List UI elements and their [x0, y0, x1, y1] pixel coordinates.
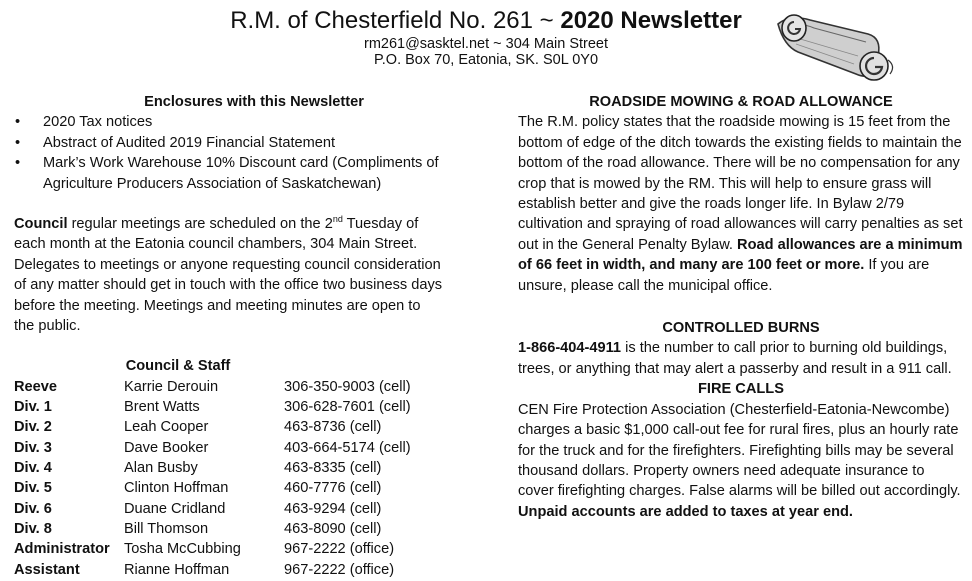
staff-name: Brent Watts: [124, 399, 200, 416]
enclosures-list: [14, 112, 494, 194]
burns-heading: CONTROLLED BURNS: [662, 320, 820, 337]
mowing-text-a: The R.M. policy states that the roadside mowing is 15 feet from the bottom of edge of the ditch towards the existing fields to maintain the bottom of the road allowance. There will be no compensation for any crop that is mowed by the RM. This will help to ensure grass will establish better and give the roads longer life. In Bylaw 2/79 cultivation and spraying of road allowances will carry penalties as set out in the General Penalty Bylaw.: [518, 114, 963, 253]
staff-phone: 403-664-5174 (cell): [284, 439, 411, 456]
staff-role: Reeve: [14, 378, 58, 395]
staff-role: Administrator: [14, 541, 110, 558]
staff-name: Clinton Hoffman: [124, 480, 229, 497]
bullet-icon: •: [15, 155, 21, 172]
table-row: [14, 438, 411, 458]
enclosure-item-text: 2020 Tax notices: [43, 114, 153, 131]
staff-role: Div. 6: [14, 500, 52, 517]
council-paragraph: [14, 214, 444, 336]
staff-role: Div. 2: [14, 419, 52, 436]
staff-phone: 306-350-9003 (cell): [284, 378, 411, 395]
scroll-logo-icon: [770, 10, 900, 82]
enclosures-heading: Enclosures with this Newsletter: [144, 94, 364, 110]
contact-line: rm261@sasktel.net ~ 304 Main Street: [363, 36, 609, 52]
right-column: [518, 92, 964, 522]
staff-role: Div. 8: [14, 520, 52, 537]
mowing-bold: Road allowances are a minimum of 66 feet in width, and many are 100 feet or more.: [518, 236, 963, 274]
table-row: [14, 377, 411, 397]
staff-name: Karrie Derouin: [124, 378, 219, 395]
mowing-paragraph: [518, 112, 964, 296]
table-row: [14, 478, 411, 498]
table-row: [14, 560, 411, 580]
staff-name: Bill Thomson: [124, 520, 209, 537]
staff-role: Div. 5: [14, 480, 52, 497]
address-line: P.O. Box 70, Eatonia, SK. S0L 0Y0: [373, 52, 599, 68]
table-row: [14, 539, 411, 559]
bullet-icon: •: [15, 134, 21, 151]
staff-role: Div. 4: [14, 460, 52, 477]
fire-bold: Unpaid accounts are added to taxes at year end.: [518, 503, 853, 520]
table-row: [14, 458, 411, 478]
list-item: [14, 133, 494, 153]
fire-text: CEN Fire Protection Association (Chesterfield-Eatonia-Newcombe) charges a basic $1,000 call-out fee for rural fires, plus an hourly rate for the truck and for the firefighters. Firefighting bills may be several thousand dollars. Property owners need adequate insurance to cover firefighting charges. False alarms will be billed out accordingly.: [518, 401, 961, 500]
council-text-b: Tuesday of each month at the Eatonia council chambers, 304 Main Street. Delegates to meetings or anyone requesting council consideration of any matter should get in touch with the office two business days before the meeting. Meetings and meeting minutes are open to the public.: [14, 216, 443, 335]
bullet-icon: •: [15, 114, 21, 131]
left-column: [14, 92, 494, 580]
staff-table: [14, 377, 411, 580]
staff-role: Assistant: [14, 561, 80, 578]
burns-paragraph: [518, 338, 964, 379]
list-item: [14, 112, 494, 132]
staff-phone: 967-2222 (office): [284, 561, 395, 578]
burns-text: is the number to call prior to burning old buildings, trees, or anything that may alert a passerby and result in a 911 call.: [518, 340, 952, 377]
table-row: [14, 417, 411, 437]
burns-phone: 1-866-404-4911: [518, 340, 622, 357]
staff-name: Dave Booker: [124, 439, 209, 456]
staff-name: Leah Cooper: [124, 419, 209, 436]
table-row: [14, 499, 411, 519]
staff-name: Duane Cridland: [124, 500, 226, 517]
staff-heading: Council & Staff: [125, 358, 231, 375]
staff-role: Div. 1: [14, 399, 52, 416]
table-row: [14, 519, 411, 539]
mowing-heading: ROADSIDE MOWING & ROAD ALLOWANCE: [589, 94, 893, 110]
staff-phone: 460-7776 (cell): [284, 480, 382, 497]
staff-phone: 463-8736 (cell): [284, 419, 382, 436]
enclosure-item-text: Abstract of Audited 2019 Financial Statement: [43, 134, 336, 151]
staff-phone: 306-628-7601 (cell): [284, 399, 411, 416]
staff-phone: 463-8335 (cell): [284, 460, 382, 477]
title-prefix: R.M. of Chesterfield No. 261 ~: [230, 7, 561, 34]
staff-role: Div. 3: [14, 439, 52, 456]
title-bold: 2020 Newsletter: [560, 7, 742, 34]
mowing-text-b: If you are unsure, please call the municipal office.: [518, 257, 930, 294]
ordinal-suffix: nd: [332, 214, 343, 225]
staff-phone: 463-9294 (cell): [284, 500, 382, 517]
staff-name: Tosha McCubbing: [124, 541, 241, 558]
staff-name: Alan Busby: [124, 460, 198, 477]
council-lead: Council: [14, 216, 68, 233]
fire-paragraph: [518, 400, 964, 522]
fire-heading: FIRE CALLS: [698, 381, 784, 398]
staff-phone: 967-2222 (office): [284, 541, 395, 558]
council-text-a: regular meetings are scheduled on the 2: [67, 216, 333, 233]
staff-name: Rianne Hoffman: [124, 561, 230, 578]
enclosure-item-text: Mark’s Work Warehouse 10% Discount card (Compliments of Agriculture Producers Association of Saskatchewan): [43, 155, 439, 192]
list-item: [14, 153, 494, 194]
table-row: [14, 397, 411, 417]
staff-phone: 463-8090 (cell): [284, 520, 382, 537]
